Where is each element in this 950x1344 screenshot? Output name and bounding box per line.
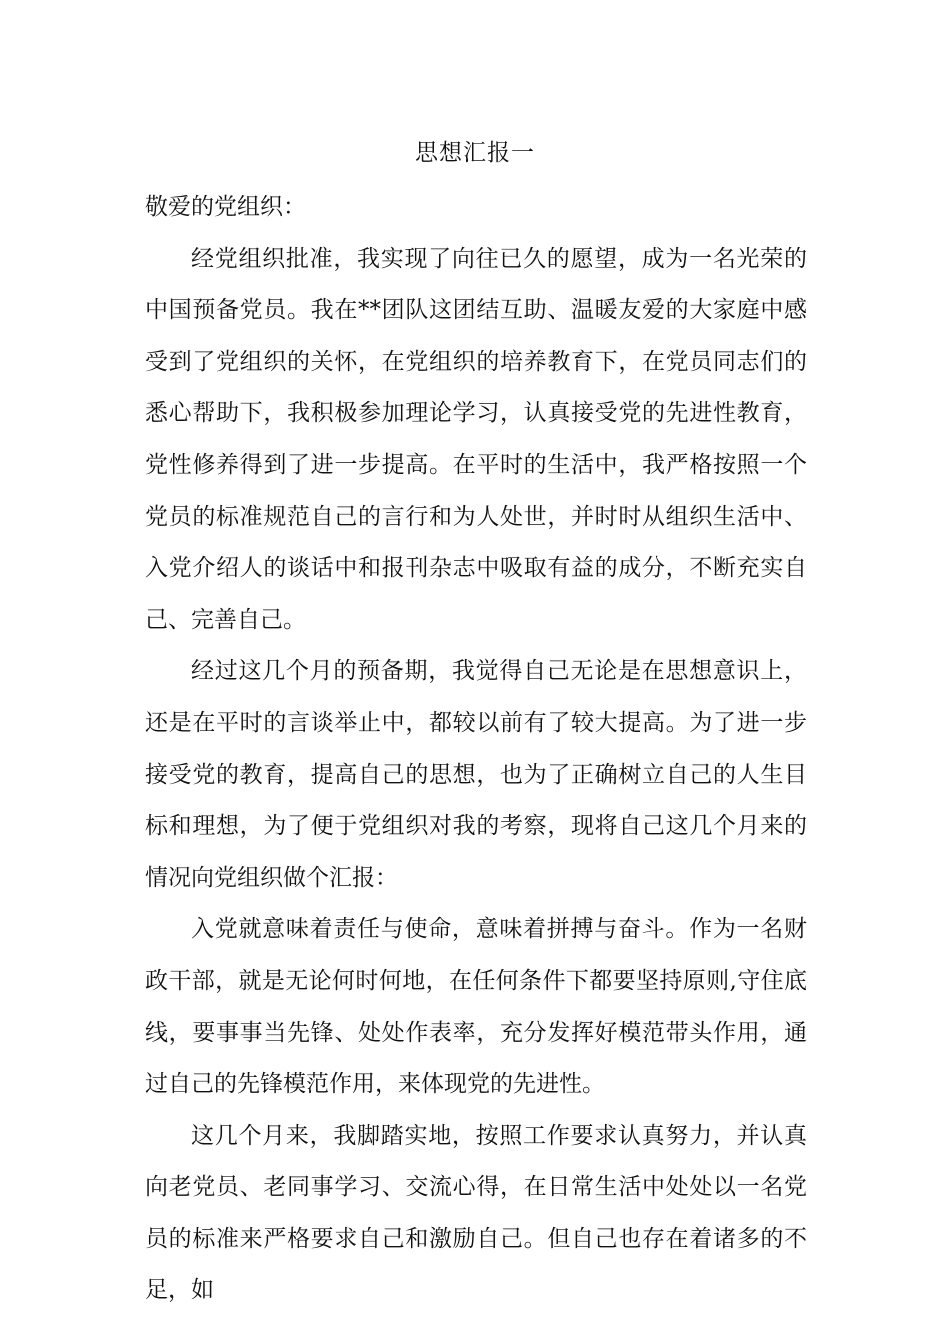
document-title: 思想汇报一 — [415, 140, 535, 166]
paragraph-4: 这几个月来，我脚踏实地，按照工作要求认真努力，并认真向老党员、老同事学习、交流心得，在日常生活中处处以一名党员的标准来严格要求自己和激励自己。但自己也存在着诸多的不足，如 — [145, 1122, 807, 1304]
document-body — [145, 182, 807, 1317]
salutation: 敬爱的党组织： — [145, 194, 306, 220]
paragraph-3: 入党就意味着责任与使命，意味着拼搏与奋斗。作为一名财政干部，就是无论何时何地，在任何条件下都要坚持原则,守住底线，要事事当先锋、处处作表率，充分发挥好模范带头作用，通过自己的先锋模范作用，来体现党的先进性。 — [145, 916, 807, 1098]
paragraph-2: 经过这几个月的预备期，我觉得自己无论是在思想意识上，还是在平时的言谈举止中，都较以前有了较大提高。为了进一步接受党的教育，提高自己的思想，也为了正确树立自己的人生目标和理想，为了便于党组织对我的考察，现将自己这几个月来的情况向党组织做个汇报： — [145, 658, 807, 891]
paragraph-1: 经党组织批准，我实现了向往已久的愿望，成为一名光荣的中国预备党员。我在**团队这团结互助、温暖友爱的大家庭中感受到了党组织的关怀，在党组织的培养教育下，在党员同志们的悉心帮助下，我积极参加理论学习，认真接受党的先进性教育，党性修养得到了进一步提高。在平时的生活中，我严格按照一个党员的标准规范自己的言行和为人处世，并时时从组织生活中、入党介绍人的谈话中和报刊杂志中吸取有益的成分，不断充实自己、完善自己。 — [145, 245, 807, 633]
